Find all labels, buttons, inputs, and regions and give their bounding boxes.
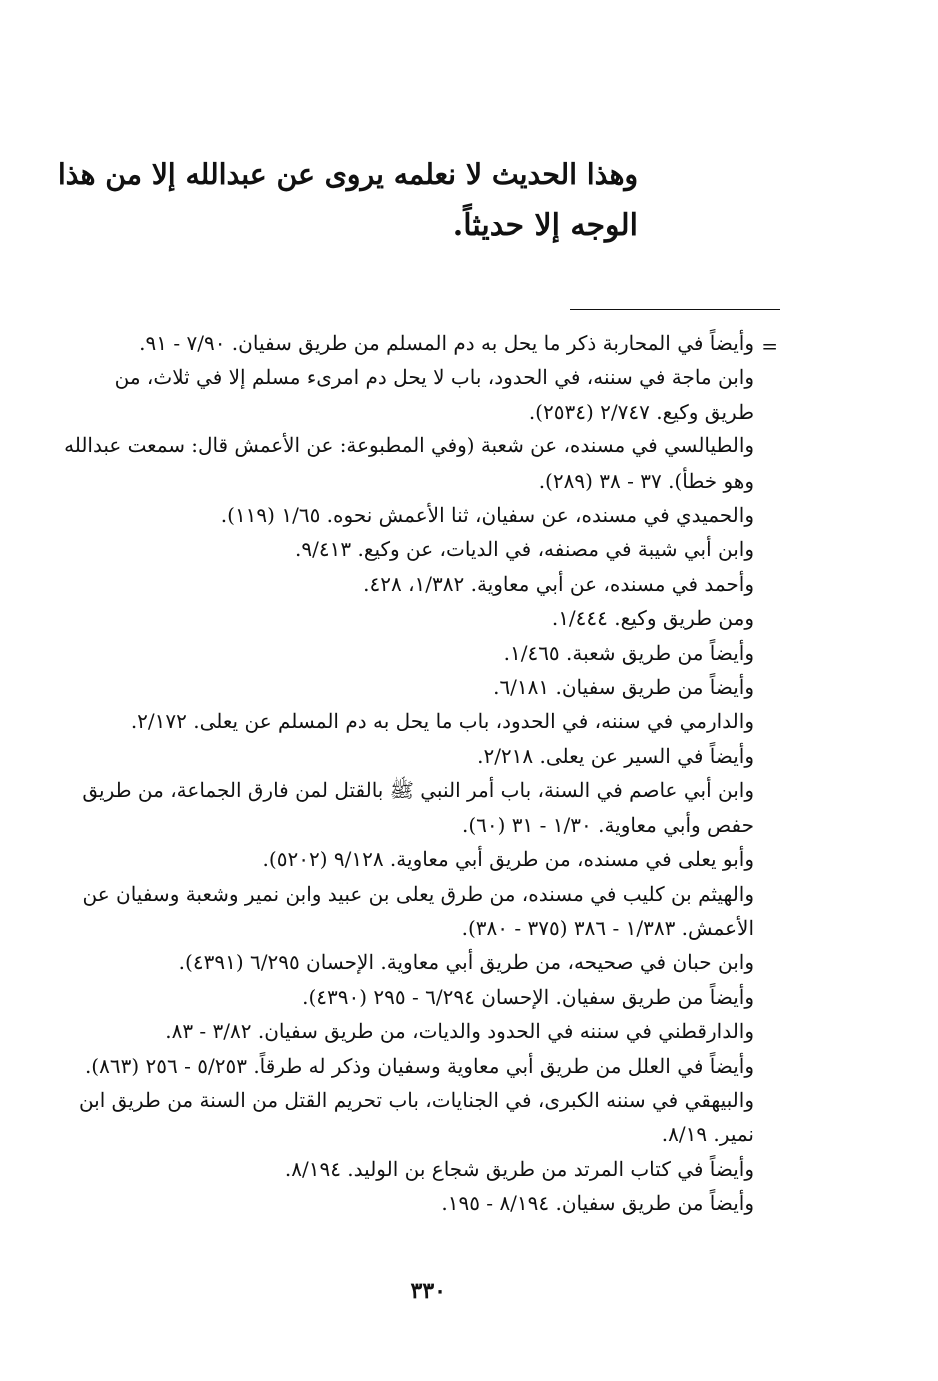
main-text-block (57, 148, 638, 252)
footnote-line: والهيثم بن كليب في مسنده، من طرق يعلى بن عبيد وابن نمير وشعبة وسفيان عن (82, 881, 754, 906)
footnote-line: وأيضاً في العلل من طريق أبي معاوية وسفيان وذكر له طرقاً. ٥/٢٥٣ - ٢٥٦ (٨٦٣). (84, 1053, 754, 1078)
footnote-line: وأيضاً في المحاربة ذكر ما يحل به دم المسلم من طريق سفيان. ٧/٩٠ - ٩١. (139, 331, 754, 355)
footnote-line: وأيضاً في السير عن يعلى. ٢/٢١٨. (477, 743, 754, 768)
footnote-line: وأبو يعلى في مسنده، من طريق أبي معاوية. ٩/١٢٨ (٥٢٠٢). (262, 847, 754, 872)
footnote-line: وهو خطأ). ٣٧ - ٣٨ (٢٨٩). (538, 468, 754, 493)
footnote-line: والبيهقي في سننه الكبرى، في الجنايات، باب تحريم القتل من السنة من طريق ابن (78, 1087, 754, 1112)
footnote-continuation-mark: = (761, 334, 778, 358)
footnote-line: والحميدي في مسنده، عن سفيان، ثنا الأعمش نحوه. ١/٦٥ (١١٩). (220, 503, 754, 528)
footnote-line: وأيضاً في كتاب المرتد من طريق شجاع بن الوليد. ٨/١٩٤. (284, 1156, 754, 1181)
footnote-line: الأعمش. ١/٣٨٣ - ٣٨٦ (٣٧٥ - ٣٨٠). (461, 915, 754, 940)
footnote-line: والدارمي في سننه، في الحدود، باب ما يحل به دم المسلم عن يعلى. ٢/١٧٢. (130, 709, 754, 734)
footnote-line: وأيضاً من طريق سفيان. الإحسان ٦/٢٩٤ - ٢٩٥ (٤٣٩٠). (302, 984, 754, 1009)
footnote-line: والطيالسي في مسنده، عن شعبة (وفي المطبوعة: عن الأعمش قال: سمعت عبدالله (64, 434, 754, 458)
footnote-line: ومن طريق وكيع. ١/٤٤٤. (551, 606, 754, 631)
footnote-line: وابن أبي عاصم في السنة، باب أمر النبي ﷺ بالقتل لمن فارق الجماعة، من طريق (82, 778, 754, 803)
footnotes-block (64, 326, 754, 1221)
page-number: ٣٣٠ (410, 1278, 446, 1304)
footnote-line: والدارقطني في سننه في الحدود والديات، من طريق سفيان. ٣/٨٢ - ٨٣. (165, 1019, 754, 1044)
footnote-line: وأيضاً من طريق سفيان. ٦/١٨١. (493, 675, 754, 700)
footnote-line: وأحمد في مسنده، عن أبي معاوية. ١/٣٨٢، ٤٢٨. (363, 571, 754, 596)
footnote-line: نمير. ٨/١٩. (661, 1122, 754, 1147)
main-text-line: الوجه إلا حديثاً. (452, 208, 638, 243)
footnote-separator (570, 309, 780, 310)
footnote-line: حفص وأبي معاوية. ١/٣٠ - ٣١ (٦٠). (461, 812, 754, 837)
footnote-line: طريق وكيع. ٢/٧٤٧ (٢٥٣٤). (528, 399, 754, 424)
footnote-line: وابن ماجة في سننه، في الحدود، باب لا يحل دم امرىء مسلم إلا في ثلاث، من (114, 365, 754, 390)
footnote-line: وابن حبان في صحيحه، من طريق أبي معاوية. الإحسان ٦/٢٩٥ (٤٣٩١). (178, 950, 754, 975)
footnote-line: وأيضاً من طريق سفيان. ٨/١٩٤ - ١٩٥. (441, 1191, 754, 1216)
footnote-line: وابن أبي شيبة في مصنفه، في الديات، عن وكيع. ٩/٤١٣. (295, 537, 754, 562)
footnote-line: وأيضاً من طريق شعبة. ١/٤٦٥. (503, 640, 754, 665)
main-text-line: وهذا الحديث لا نعلمه يروى عن عبدالله إلا من هذا (57, 157, 638, 191)
